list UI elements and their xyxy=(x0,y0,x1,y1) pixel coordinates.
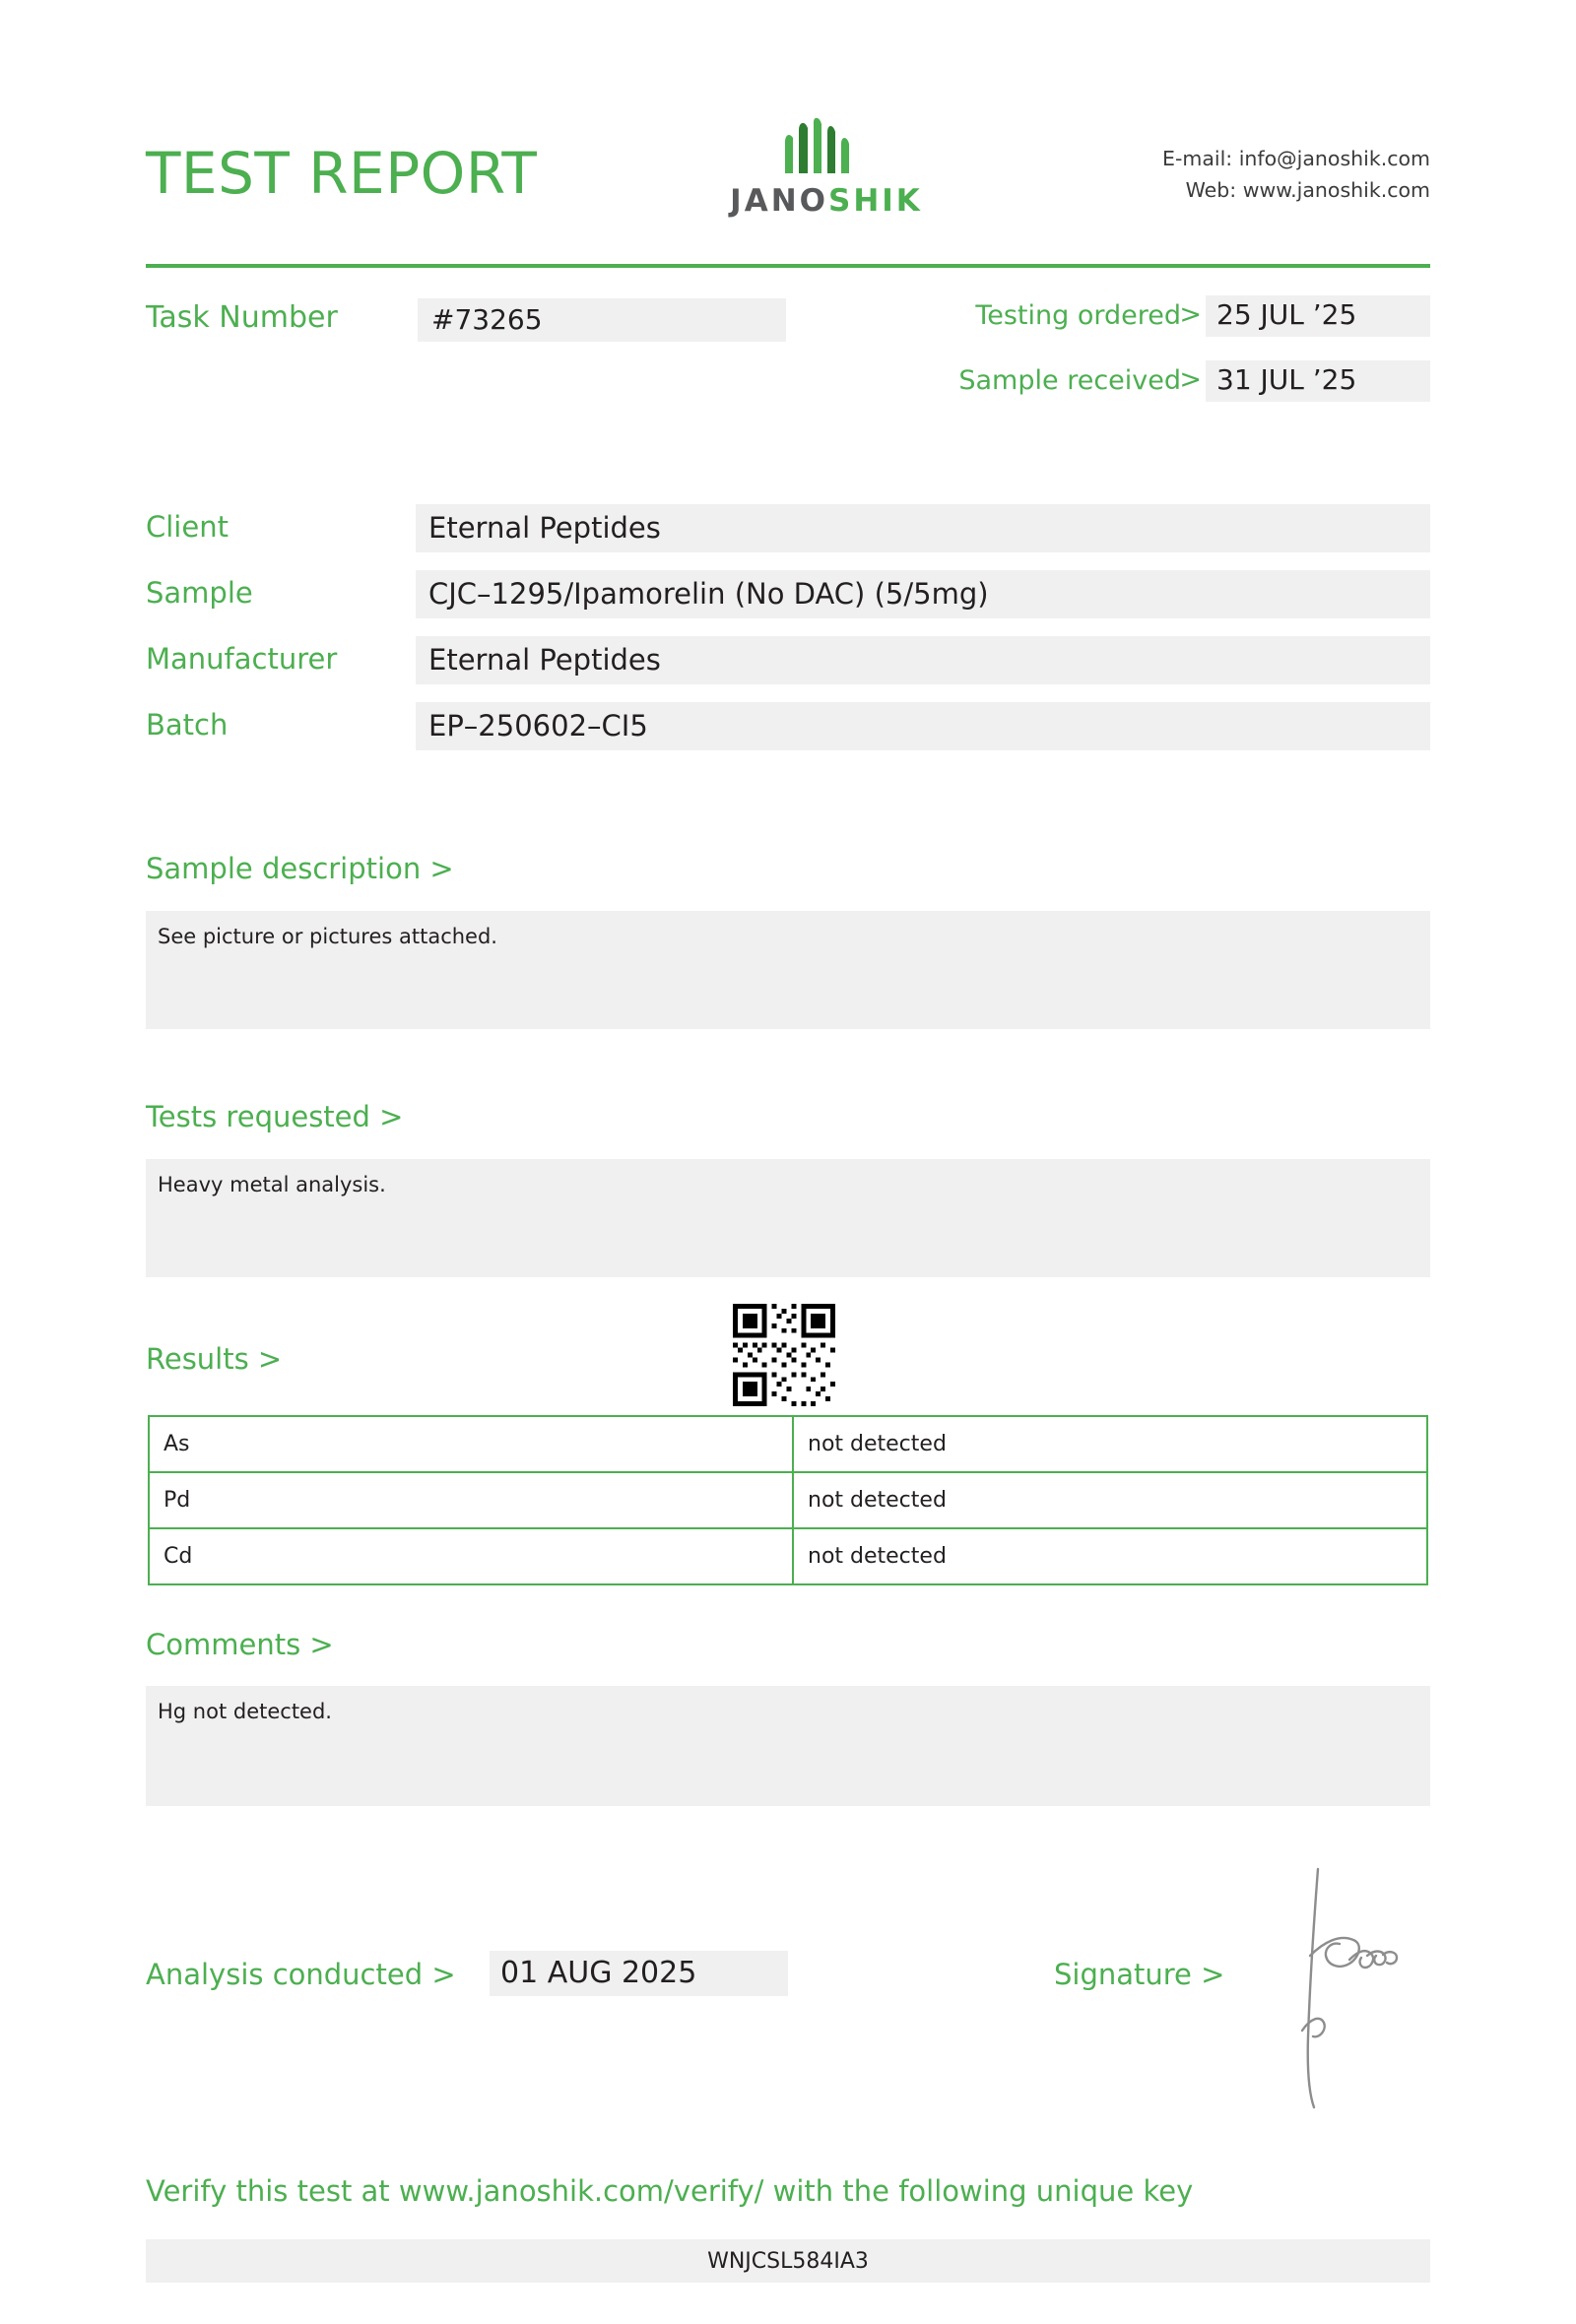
info-row-sample xyxy=(146,570,1430,636)
qr-code-icon[interactable] xyxy=(733,1304,835,1406)
sample-description-text: See picture or pictures attached. xyxy=(146,911,1430,1029)
brand-wordmark-green: SHIK xyxy=(828,183,923,219)
result-value: not detected xyxy=(793,1416,1427,1472)
result-analyte: Cd xyxy=(149,1528,793,1584)
info-value: Eternal Peptides xyxy=(416,636,1430,684)
info-value: EP–250602–CI5 xyxy=(416,702,1430,750)
tests-requested-title: Tests requested > xyxy=(146,1100,404,1133)
sample-description-title: Sample description > xyxy=(146,852,454,885)
comments-title: Comments > xyxy=(146,1628,334,1661)
info-row-batch xyxy=(146,702,1430,768)
task-number-label: Task Number xyxy=(146,300,338,335)
unique-key-value: WNJCSL584IA3 xyxy=(146,2239,1430,2283)
info-value: CJC–1295/Ipamorelin (No DAC) (5/5mg) xyxy=(416,570,1430,618)
sample-received-chevron-icon: > xyxy=(1179,364,1202,395)
janoshik-mountain-logo-icon xyxy=(693,116,959,177)
brand-wordmark-dark: JANO xyxy=(730,183,828,219)
results-title: Results > xyxy=(146,1342,283,1376)
testing-ordered-row xyxy=(877,295,1430,343)
signature-label: Signature > xyxy=(1054,1958,1225,1991)
info-value: Eternal Peptides xyxy=(416,504,1430,552)
table-row xyxy=(149,1528,1427,1584)
analysis-conducted-date: 01 AUG 2025 xyxy=(490,1951,788,1996)
contact-email: E-mail: info@janoshik.com xyxy=(1162,147,1430,170)
report-header xyxy=(146,116,1430,244)
info-row-client xyxy=(146,504,1430,570)
contact-info xyxy=(1162,144,1430,207)
sample-received-row xyxy=(877,360,1430,408)
testing-ordered-label: Testing ordered xyxy=(975,300,1181,331)
task-number-value: #73265 xyxy=(418,298,786,342)
handwritten-signature-icon xyxy=(1280,1861,1409,2117)
result-analyte: As xyxy=(149,1416,793,1472)
tests-requested-text: Heavy metal analysis. xyxy=(146,1159,1430,1277)
brand-logo xyxy=(693,116,959,219)
info-label: Manufacturer xyxy=(146,642,338,676)
sample-received-value: 31 JUL ’25 xyxy=(1206,360,1430,402)
testing-ordered-chevron-icon: > xyxy=(1179,299,1202,330)
result-value: not detected xyxy=(793,1528,1427,1584)
comments-text: Hg not detected. xyxy=(146,1686,1430,1806)
testing-ordered-value: 25 JUL ’25 xyxy=(1206,295,1430,337)
results-table xyxy=(148,1415,1428,1585)
sample-info-table xyxy=(146,504,1430,768)
result-analyte: Pd xyxy=(149,1472,793,1528)
info-label: Client xyxy=(146,510,229,544)
result-value: not detected xyxy=(793,1472,1427,1528)
info-label: Batch xyxy=(146,708,229,742)
info-row-manufacturer xyxy=(146,636,1430,702)
info-label: Sample xyxy=(146,576,253,610)
date-block xyxy=(877,295,1430,425)
verify-instructions: Verify this test at www.janoshik.com/verify/ with the following unique key xyxy=(146,2174,1194,2208)
brand-wordmark xyxy=(693,183,959,219)
contact-web: Web: www.janoshik.com xyxy=(1185,177,1430,202)
table-row xyxy=(149,1472,1427,1528)
page-title: TEST REPORT xyxy=(146,140,538,207)
sample-received-label: Sample received xyxy=(958,365,1181,396)
header-divider xyxy=(146,264,1430,268)
table-row xyxy=(149,1416,1427,1472)
analysis-conducted-label: Analysis conducted > xyxy=(146,1958,456,1991)
